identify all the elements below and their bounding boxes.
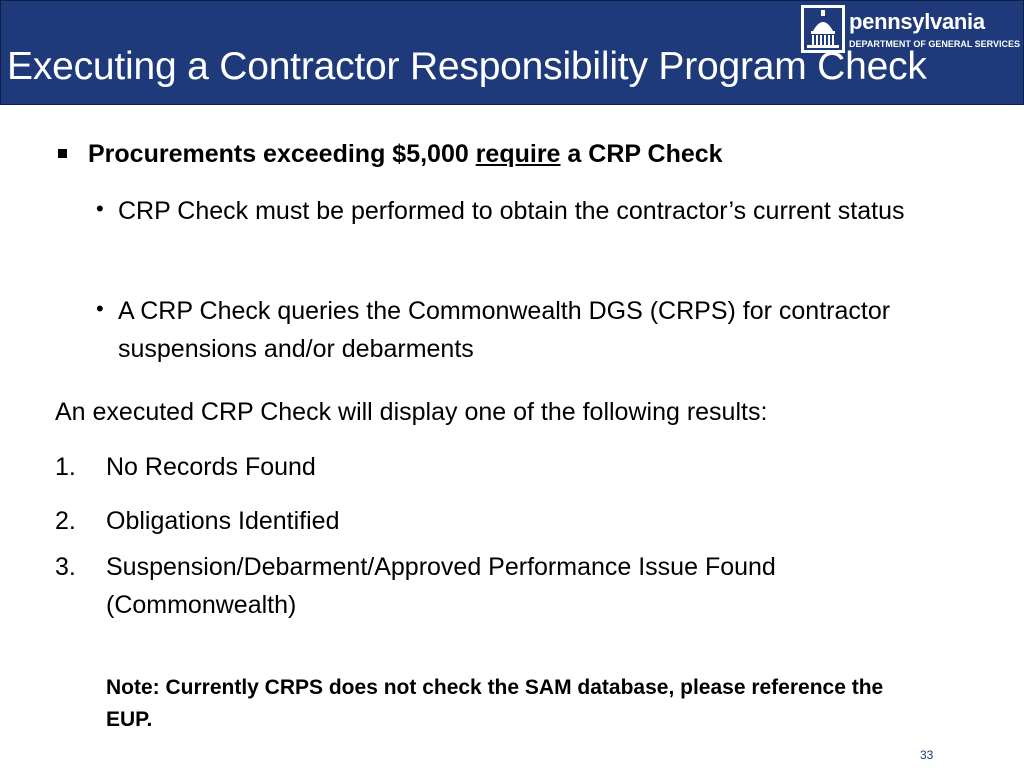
logo-name: pennsylvania: [849, 9, 985, 34]
bullet-dot-icon: •: [96, 196, 104, 221]
square-bullet-icon: [58, 149, 67, 158]
lead-before: Procurements exceeding $5,000: [88, 140, 476, 168]
result-number: 1.: [55, 453, 76, 481]
lead-underlined: require: [475, 140, 561, 168]
result-item: No Records Found: [106, 453, 316, 481]
bullet-item: CRP Check must be performed to obtain the contractor’s current status: [118, 197, 905, 225]
lead-statement: [88, 135, 723, 173]
title-bar: [0, 0, 1024, 105]
result-number: 3.: [55, 553, 76, 581]
lead-after: a CRP Check: [560, 140, 723, 168]
bullet-item: A CRP Check queries the Commonwealth DGS (CRPS) for contractor suspensions and/or debarments: [118, 297, 891, 363]
page-number: 33: [920, 748, 934, 762]
slide-title: Executing a Contractor Responsibility Program Check: [7, 45, 927, 88]
note: Note: Currently CRPS does not check the SAM database, please reference the EUP.: [106, 676, 884, 731]
logo-department: DEPARTMENT OF GENERAL SERVICES: [849, 39, 1021, 49]
bullet-dot-icon: •: [96, 296, 104, 321]
result-number: 2.: [55, 507, 76, 535]
results-intro: An executed CRP Check will display one of the following results:: [55, 398, 768, 426]
result-item: Obligations Identified: [106, 507, 340, 535]
result-item: Suspension/Debarment/Approved Performance Issue Found (Commonwealth): [106, 553, 776, 619]
